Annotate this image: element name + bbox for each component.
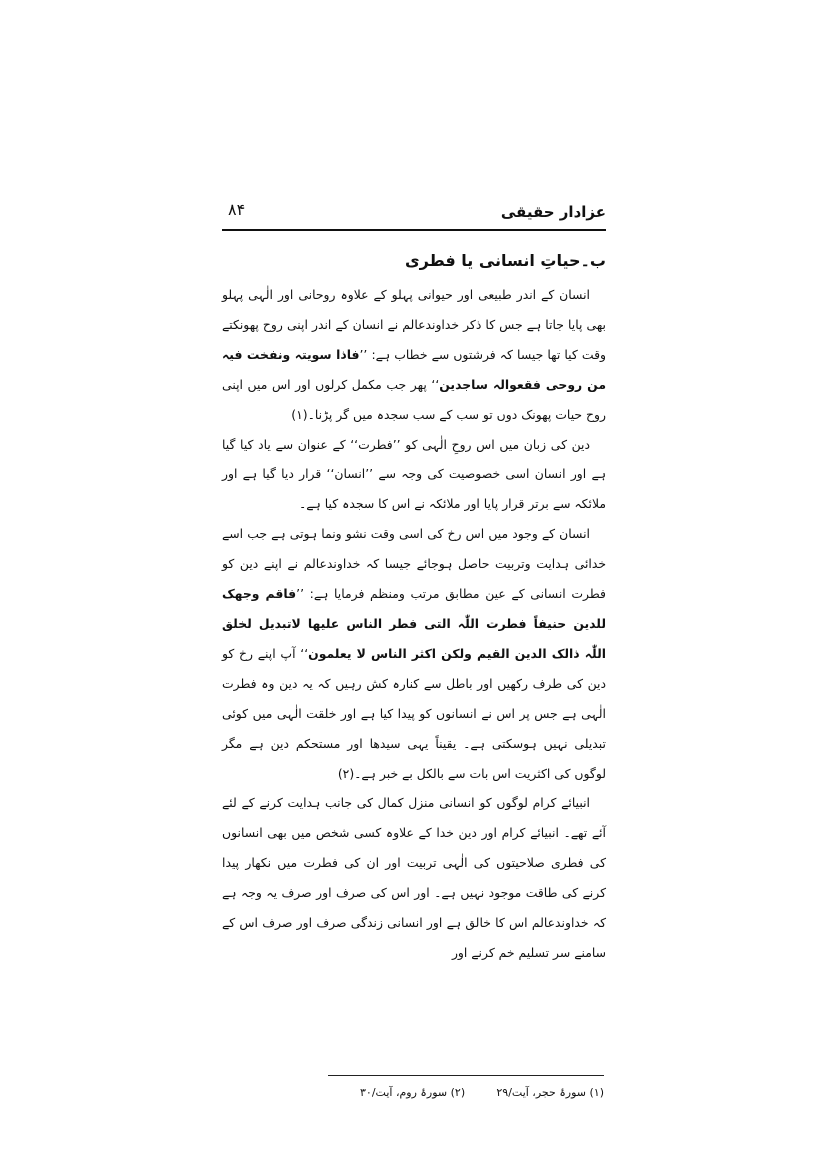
running-title: عزادار حقیقی: [500, 203, 606, 221]
paragraph-4: انبیائے کرام لوگوں کو انسانی منزل کمال کی جانب ہدایت کرنے کے لئے آئے تھے۔ انبیائے کرام اور دین خدا کے علاوہ کسی شخص میں بھی انسانوں کی فطری صلاحیتوں کی الٰہی تربیت اور ان کی فطرت میں نکھار پیدا کرنے کی طاقت موجود نہیں ہے۔ اور اس کی صرف اور صرف یہ وجہ ہے کہ خداوندعالم اس کا خالق ہے اور انسانی زندگی صرف اور صرف اس کے سامنے سر تسلیم خم کرنے اور: [222, 795, 606, 960]
footnote-1: (۱) سورۂ حجر، آیت/۲۹: [496, 1086, 604, 1099]
page-body: [222, 244, 606, 968]
header-rule: [222, 229, 606, 231]
quranic-quote-2: فاقم وجھک للدین حنیفاً فطرت اللّٰہ التی فطر الناس علیھا لاتبدیل لخلق اللّٰہ ذالک الدین القیم ولکن اکثر الناس لا یعلمون: [222, 586, 606, 661]
footnote-2: (۲) سورۂ روم، آیت/۳۰: [360, 1086, 466, 1099]
paragraph-3: [222, 519, 606, 788]
footnote-rule: [328, 1075, 604, 1076]
paragraph-1: [222, 280, 606, 430]
paragraph-3-before: انسان کے وجود میں اس رخ کی اسی وقت نشو ونما ہوتی ہے جب اسے خدائی ہدایت وتربیت حاصل ہوجائے جیسا کہ خداوندعالم نے اپنے دین کو فطرت انسانی کے عین مطابق مرتب ومنظم فرمایا ہے: ’’: [222, 526, 606, 602]
page-number: ۸۴: [228, 200, 246, 219]
paragraph-1-before: انسان کے اندر طبیعی اور حیوانی پہلو کے علاوہ روحانی اور الٰہی پہلو بھی پایا جاتا ہے جس کا ذکر خداوندعالم نے انسان کے اندر اپنی روح پھونکتے وقت کیا تھا جیسا کہ فرشتوں سے خطاب ہے: ’’: [222, 287, 606, 362]
footnotes: [360, 1084, 604, 1102]
section-heading: ب۔حیاتِ انسانی یا فطری: [405, 251, 606, 270]
quranic-quote-1: فاذا سویتہ ونفخت فیہ من روحی فقعوالہ ساجدین: [222, 346, 606, 392]
paragraph-1-after: ‘‘ پھر جب مکمل کرلوں اور اس میں اپنی روح حیات پھونک دوں تو سب کے سب سجدہ میں گر پڑنا۔(۱): [222, 376, 606, 422]
paragraph-3-after: ‘‘ آپ اپنے رخ کو دین کی طرف رکھیں اور باطل سے کنارہ کش رہیں کہ یہ دین وہ فطرت الٰہی ہے جس پر اس نے انسانوں کو پیدا کیا ہے اور خلقت الٰہی میں کوئی تبدیلی نہیں ہوسکتی ہے۔ یقیناً یہی سیدھا اور مستحکم دین ہے مگر لوگوں کی اکثریت اس بات سے بالکل بے خبر ہے۔(۲): [222, 645, 606, 781]
page-header: [222, 196, 606, 226]
paragraph-2: دین کی زبان میں اس روحِ الٰہی کو ’’فطرت‘‘ کے عنوان سے یاد کیا گیا ہے اور انسان اسی خصوصیت کی وجہ سے ’’انسان‘‘ قرار دیا گیا ہے اور ملائکہ سے برتر قرار پایا اور ملائکہ نے اس کا سجدہ کیا ہے۔: [222, 436, 606, 512]
